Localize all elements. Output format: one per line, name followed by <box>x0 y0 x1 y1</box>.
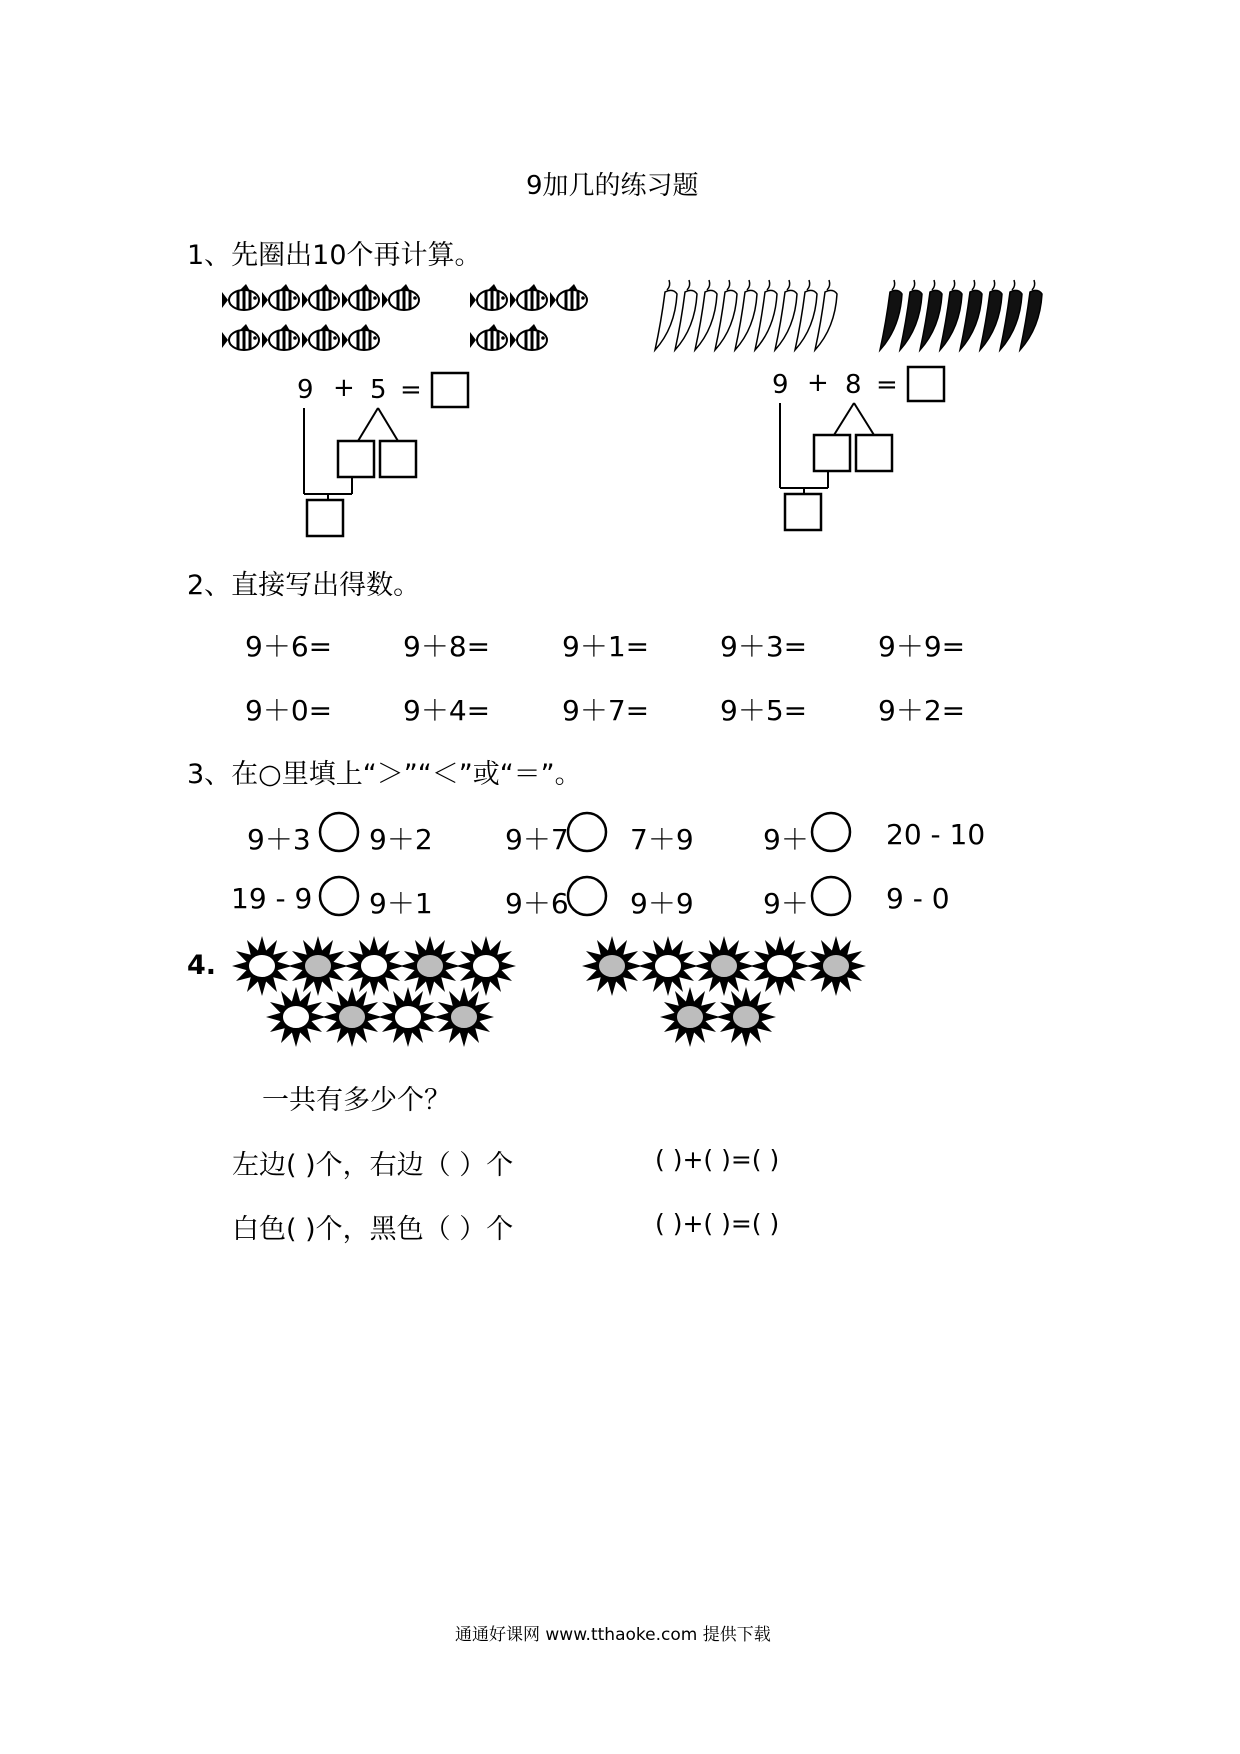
sun-icon <box>378 987 438 1047</box>
q3-left-expr: 19 - 9 <box>231 882 313 915</box>
sun-icon <box>694 936 754 996</box>
q1-right-b: 8 <box>845 370 862 400</box>
q2-item: 9＋1= <box>562 630 650 663</box>
q4-label: 4. <box>187 950 217 981</box>
q4-line2-formula: ( )+( )=( ) <box>655 1209 780 1238</box>
q4-question: 一共有多少个？ <box>262 1085 451 1116</box>
q1-left-b: 5 <box>370 375 387 405</box>
q2-item: 9＋2= <box>878 694 966 727</box>
q3-left-expr: 9＋ <box>763 887 809 920</box>
q4-line1-formula: ( )+( )=( ) <box>655 1145 780 1174</box>
q2-item: 9＋3= <box>720 630 808 663</box>
q3-right-expr: 9 - 0 <box>886 882 950 915</box>
q2-item: 9＋9= <box>878 630 966 663</box>
q2-item: 9＋4= <box>403 694 491 727</box>
sun-icon <box>582 936 642 996</box>
sun-icon <box>232 936 292 996</box>
q1-left-op: + <box>333 373 355 403</box>
q2-item: 9＋6= <box>245 630 333 663</box>
page-title: 9加几的练习题 <box>526 171 699 201</box>
q2-item: 9＋0= <box>245 694 333 727</box>
q2-item: 9＋8= <box>403 630 491 663</box>
q2-item: 9＋5= <box>720 694 808 727</box>
q3-left-expr: 9＋7 <box>505 823 569 856</box>
sun-icon <box>400 936 460 996</box>
q1-heading: 1、先圈出10个再计算。 <box>187 240 482 271</box>
q3-left-expr: 9＋ <box>763 823 809 856</box>
q2-heading: 2、直接写出得数。 <box>187 570 421 601</box>
q3-left-expr: 9＋6 <box>505 887 569 920</box>
sun-icon <box>716 987 776 1047</box>
q3-right-expr: 7＋9 <box>630 823 694 856</box>
q4-line1-text: 左边( )个，右边（ ）个 <box>232 1150 514 1181</box>
footer-credit: 通通好课网 www.tthaoke.com 提供下载 <box>455 1625 771 1645</box>
q3-left-expr: 9＋3 <box>247 823 311 856</box>
sun-icon <box>660 987 720 1047</box>
sun-icon <box>638 936 698 996</box>
q3-right-expr: 9＋2 <box>369 823 433 856</box>
q1-right-a: 9 <box>772 370 789 400</box>
sun-icon <box>750 936 810 996</box>
q1-left-a: 9 <box>297 375 314 405</box>
q3-right-expr: 9＋9 <box>630 887 694 920</box>
q4-line2-text: 白色( )个，黑色（ ）个 <box>232 1214 514 1245</box>
q1-left-eq: = <box>400 375 422 405</box>
q3-right-expr: 9＋1 <box>369 887 433 920</box>
sun-icon <box>434 987 494 1047</box>
q1-right-op: + <box>807 368 829 398</box>
sun-icon <box>322 987 382 1047</box>
sun-icon <box>288 936 348 996</box>
sun-icon <box>456 936 516 996</box>
sun-icon <box>806 936 866 996</box>
q3-right-expr: 20 - 10 <box>886 818 986 851</box>
q3-heading: 3、在○里填上“＞”“＜”或“＝”。 <box>187 759 582 790</box>
q2-item: 9＋7= <box>562 694 650 727</box>
q1-right-eq: = <box>876 370 898 400</box>
sun-icon <box>344 936 404 996</box>
sun-icon <box>266 987 326 1047</box>
